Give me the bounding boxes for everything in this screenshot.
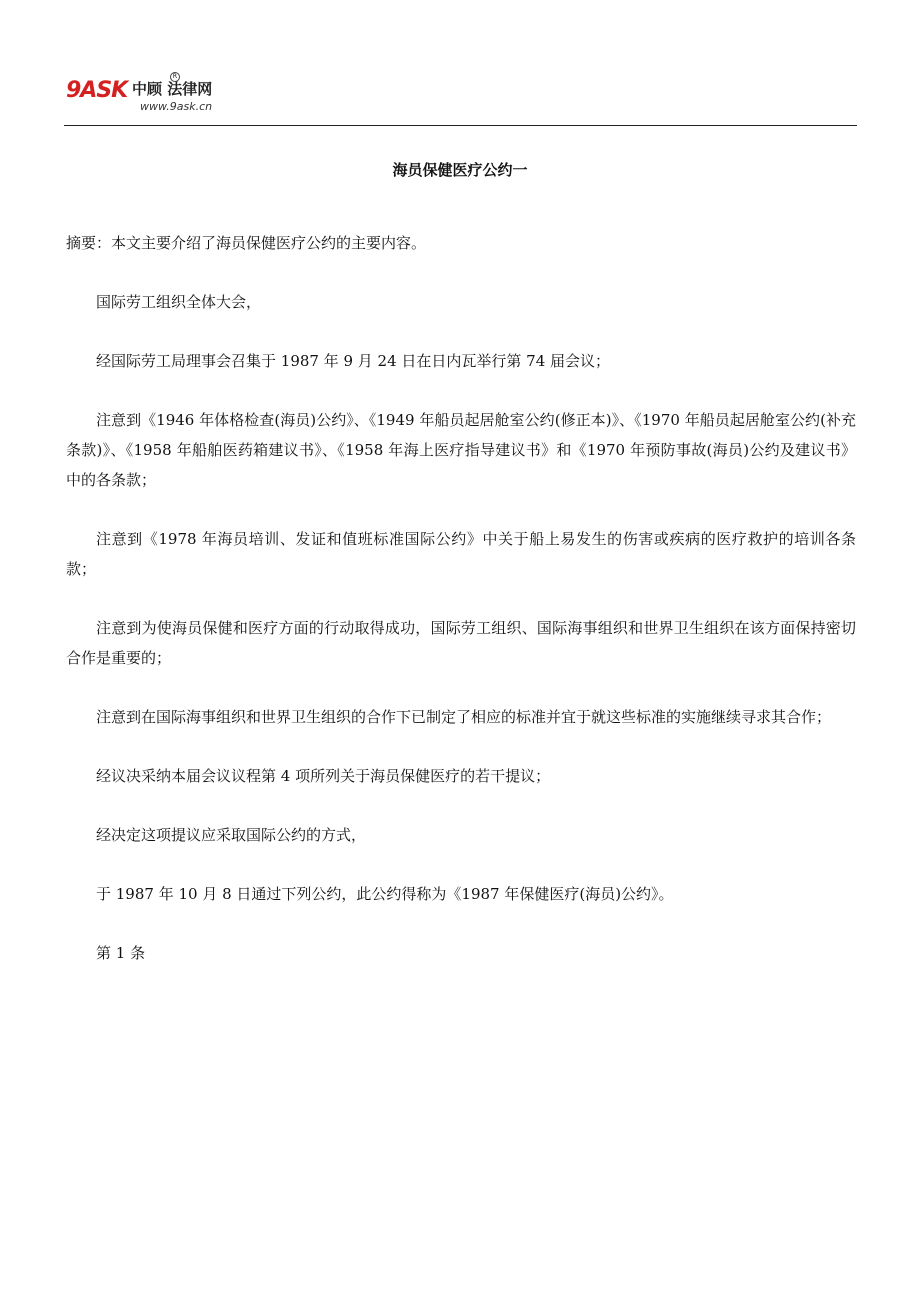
page-header	[64, 70, 857, 128]
site-logo[interactable]	[64, 70, 264, 120]
paragraph: 经决定这项提议应采取国际公约的方式，	[96, 826, 367, 844]
abstract: 摘要：本文主要介绍了海员保健医疗公约的主要内容。	[66, 234, 427, 252]
paragraph: 注意到《1946 年体格检查(海员)公约》、《1949 年船员起居舱室公约(修正本)》、《1970 年船员起居舱室公约(补充条款)》、《1958 年船舶医药箱建议书》、《1958 年海上医疗指导建议书》和《1970 年预防事故(海员)公约及建议书》中的各条款；	[66, 411, 856, 489]
document-body	[66, 228, 856, 997]
header-divider	[64, 125, 857, 126]
paragraph: 注意到《1978 年海员培训、发证和值班标准国际公约》中关于船上易发生的伤害或疾病的医疗救护的培训各条款；	[66, 530, 856, 578]
paragraph: 国际劳工组织全体大会，	[96, 293, 262, 311]
document-title: 海员保健医疗公约一	[392, 161, 528, 179]
paragraph: 经议决采纳本届会议议程第 4 项所列关于海员保健医疗的若干提议；	[96, 767, 551, 785]
logo-url: www.9ask.cn	[140, 100, 213, 113]
registered-mark-icon: R	[170, 72, 180, 82]
paragraph: 注意到为使海员保健和医疗方面的行动取得成功，国际劳工组织、国际海事组织和世界卫生组织在该方面保持密切合作是重要的；	[66, 619, 856, 667]
paragraph: 注意到在国际海事组织和世界卫生组织的合作下已制定了相应的标准并宜于就这些标准的实施继续寻求其合作；	[96, 708, 832, 726]
paragraph: 于 1987 年 10 月 8 日通过下列公约，此公约得称为《1987 年保健医疗(海员)公约》。	[96, 885, 674, 903]
logo-mark: 9ASK	[66, 78, 128, 103]
logo-chinese-name: 中顾 法律网	[132, 80, 213, 98]
article-heading: 第 1 条	[96, 944, 146, 962]
paragraph: 经国际劳工局理事会召集于 1987 年 9 月 24 日在日内瓦举行第 74 届会议；	[96, 352, 611, 370]
